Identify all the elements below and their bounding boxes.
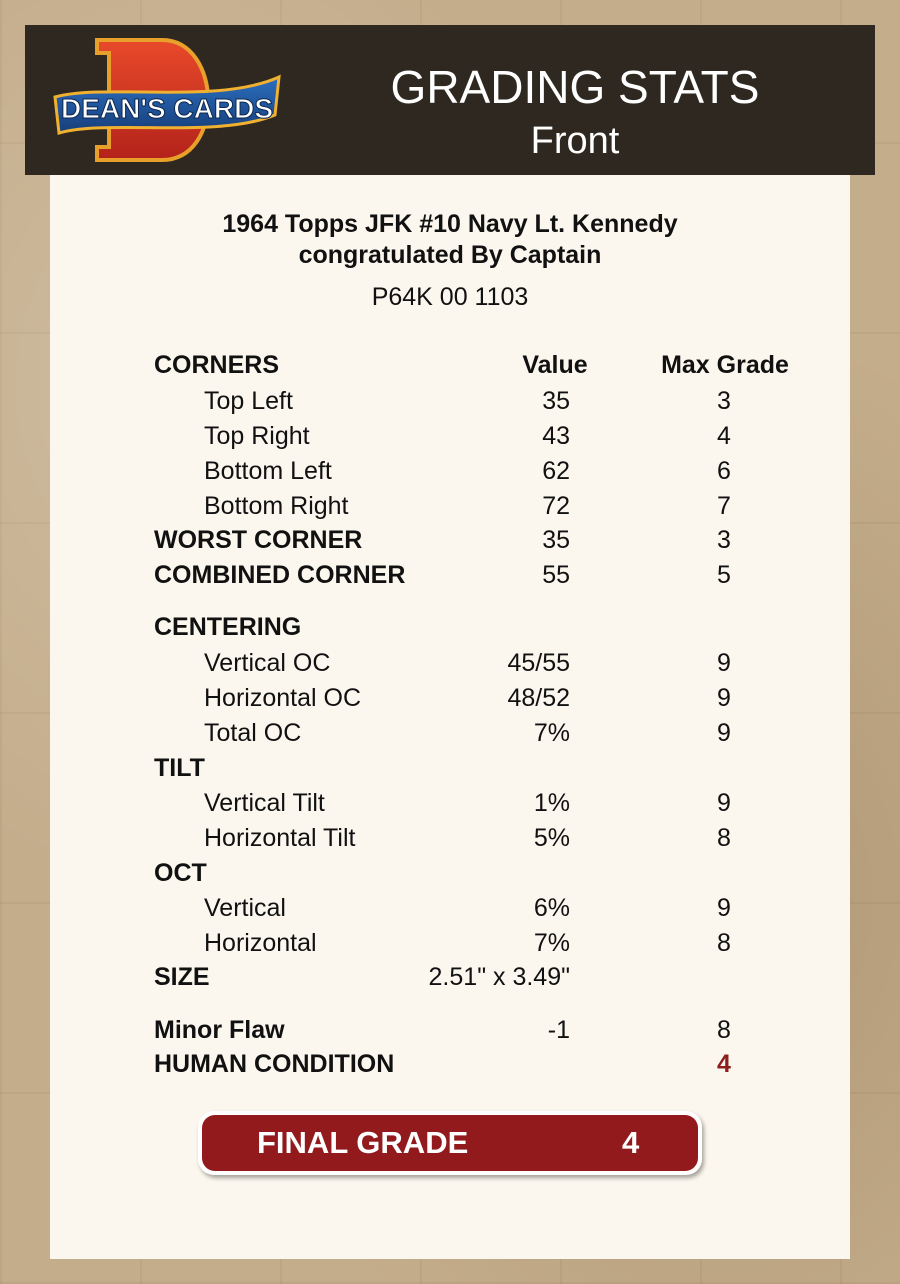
- final-grade-bar: [202, 1115, 698, 1171]
- stats-row-bottom-left: [50, 454, 850, 488]
- stats-row-vertical-oc: [50, 646, 850, 680]
- header-bar: [25, 25, 875, 175]
- stats-row-size: [50, 960, 850, 994]
- stats-row-top-right: [50, 419, 850, 453]
- stats-row-worst-corner: [50, 523, 850, 557]
- row-value: 35: [542, 526, 570, 554]
- row-max-grade: 4: [717, 422, 731, 450]
- row-max-grade: 7: [717, 492, 731, 520]
- row-label: Vertical Tilt: [204, 789, 325, 817]
- svg-text:DEAN'S CARDS: DEAN'S CARDS: [60, 93, 274, 124]
- stats-row-bottom-right: [50, 489, 850, 523]
- row-max-grade: 8: [717, 1016, 731, 1044]
- row-label: Bottom Left: [204, 457, 332, 485]
- row-value: 1%: [533, 789, 570, 817]
- stats-row-oct: [50, 856, 850, 890]
- row-label: Horizontal OC: [204, 684, 361, 712]
- stats-row-top-left: [50, 384, 850, 418]
- row-max-grade: 8: [717, 929, 731, 957]
- column-header-max-grade: Max Grade: [661, 351, 789, 379]
- row-max-grade: 9: [717, 719, 731, 747]
- stats-row-vertical-tilt: [50, 786, 850, 820]
- page-subtitle: Front: [530, 120, 620, 162]
- row-value: 62: [542, 457, 570, 485]
- row-value: 6%: [533, 894, 570, 922]
- stats-row-corners: [50, 348, 850, 382]
- row-max-grade: 6: [717, 457, 731, 485]
- deans-cards-logo: [47, 35, 287, 165]
- row-value: 43: [542, 422, 570, 450]
- row-max-grade: 3: [717, 387, 731, 415]
- row-value: 5%: [533, 824, 570, 852]
- card-code: P64K 00 1103: [371, 283, 529, 311]
- row-label: Horizontal Tilt: [204, 824, 356, 852]
- row-label: Top Left: [204, 387, 293, 415]
- row-label: Total OC: [204, 719, 302, 747]
- row-value: 55: [542, 561, 570, 589]
- row-value: 45/55: [507, 649, 570, 677]
- row-label: CENTERING: [154, 613, 302, 641]
- row-value: 7%: [533, 719, 570, 747]
- card-title-line1: 1964 Topps JFK #10 Navy Lt. Kennedy: [222, 210, 678, 238]
- row-label: Minor Flaw: [154, 1016, 285, 1044]
- stats-row-tilt: [50, 751, 850, 785]
- column-header-value: Value: [522, 351, 588, 379]
- final-grade-label: FINAL GRADE: [257, 1125, 469, 1160]
- row-value: 35: [542, 387, 570, 415]
- stats-row-minor-flaw: [50, 1013, 850, 1047]
- row-value: 2.51" x 3.49": [428, 963, 570, 991]
- page-title: GRADING STATS: [390, 61, 760, 113]
- row-label: Bottom Right: [204, 492, 349, 520]
- row-value: 48/52: [507, 684, 570, 712]
- row-max-grade: 5: [717, 561, 731, 589]
- row-label: Top Right: [204, 422, 310, 450]
- row-label: WORST CORNER: [154, 526, 363, 554]
- row-max-grade: 8: [717, 824, 731, 852]
- row-label: CORNERS: [154, 351, 280, 379]
- card-title: [50, 209, 850, 271]
- stats-row-oct-horizontal: [50, 926, 850, 960]
- final-grade-badge: [198, 1111, 702, 1175]
- stats-row-centering: [50, 610, 850, 644]
- grading-card: [50, 175, 850, 1259]
- stats-row-total-oc: [50, 716, 850, 750]
- row-label: TILT: [154, 754, 205, 782]
- row-label: COMBINED CORNER: [154, 561, 406, 589]
- row-value: 72: [542, 492, 570, 520]
- row-label: SIZE: [154, 963, 210, 991]
- stats-row-horizontal-tilt: [50, 821, 850, 855]
- row-max-grade: 9: [717, 894, 731, 922]
- card-title-line2: congratulated By Captain: [298, 241, 602, 269]
- stats-row-horizontal-oc: [50, 681, 850, 715]
- stats-row-oct-vertical: [50, 891, 850, 925]
- row-label: OCT: [154, 859, 207, 887]
- row-max-grade: 9: [717, 649, 731, 677]
- row-label: Vertical OC: [204, 649, 331, 677]
- stats-row-combined-corner: [50, 558, 850, 592]
- row-label: Vertical: [204, 894, 286, 922]
- stats-row-human-condition: [50, 1047, 850, 1081]
- row-max-grade: 9: [717, 789, 731, 817]
- row-label: HUMAN CONDITION: [154, 1050, 395, 1078]
- row-label: Horizontal: [204, 929, 317, 957]
- row-max-grade: 4: [717, 1050, 731, 1078]
- row-value: 7%: [533, 929, 570, 957]
- row-value: -1: [547, 1016, 570, 1044]
- row-max-grade: 9: [717, 684, 731, 712]
- final-grade-value: 4: [622, 1125, 640, 1160]
- row-max-grade: 3: [717, 526, 731, 554]
